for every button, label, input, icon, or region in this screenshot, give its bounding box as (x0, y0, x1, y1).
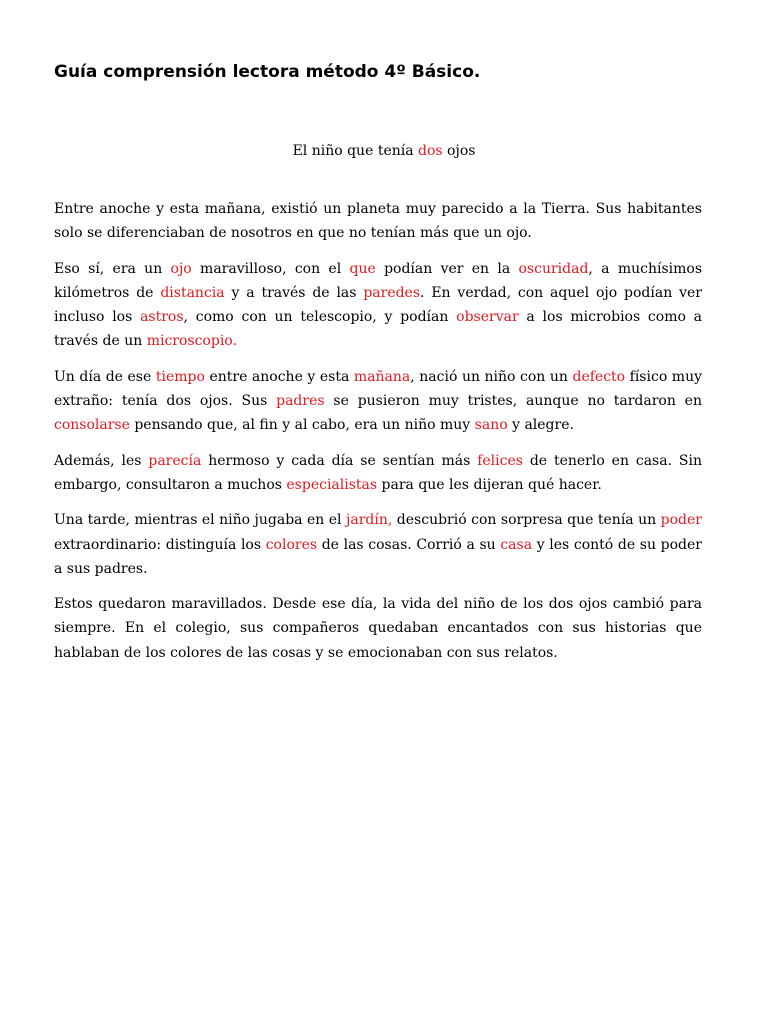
paragraph-text: podían ver en la (375, 260, 519, 277)
highlighted-word: felices (477, 452, 523, 469)
paragraph-text: Eso sí, era un (54, 260, 171, 277)
document-title: Guía comprensión lectora método 4º Básico. (54, 62, 481, 82)
paragraph-3 (54, 365, 702, 438)
highlighted-word: sano (474, 417, 508, 434)
paragraph-text: para que les dijeran qué hacer. (377, 476, 602, 493)
paragraph-text: de las cosas. Corrió a su (317, 536, 501, 553)
paragraph-text: Un día de ese (54, 368, 156, 385)
highlighted-word: tiempo (155, 368, 205, 385)
paragraph-text: descubrió con sorpresa que tenía un (392, 512, 661, 529)
highlighted-word: casa (500, 536, 533, 553)
paragraph-text: Una tarde, mientras el niño jugaba en el (54, 512, 347, 529)
highlighted-word: padres (276, 393, 325, 410)
highlighted-word: mañana (353, 368, 411, 385)
highlighted-word: ojo (170, 260, 192, 277)
highlighted-word: microscopio. (146, 333, 237, 350)
highlighted-word: distancia (160, 284, 225, 301)
highlighted-word: defecto (572, 368, 626, 385)
story-title-highlight: dos (418, 143, 443, 159)
paragraph-text: maravilloso, con el (191, 260, 350, 277)
paragraph-text: Estos quedaron maravillados. Desde ese día, la vida del niño de los dos ojos cambió para siempre. En el colegio, sus compañeros quedaban encantados con sus historias que hablaban de los colores de las cosas y se emocionaban con sus relatos. (54, 596, 702, 661)
paragraph-text: , como con un telescopio, y podían (183, 309, 457, 326)
highlighted-word: colores (265, 536, 318, 553)
highlighted-word: paredes (363, 284, 421, 301)
highlighted-word: parecía (148, 452, 202, 469)
paragraph-text: , nació un niño con un (410, 368, 573, 385)
highlighted-word: consolarse (54, 417, 130, 434)
paragraph-text: de tenerlo en casa. Sin embargo, consultaron a muchos (54, 452, 702, 493)
paragraph-text: hermoso y cada día se sentían más (201, 452, 478, 469)
paragraph-4 (54, 449, 702, 498)
highlighted-word: que (349, 260, 376, 277)
highlighted-word: jardín, (346, 512, 393, 529)
paragraph-text: y a través de las (224, 284, 364, 301)
paragraph-5 (54, 508, 702, 581)
story-title-text-end: ojos (442, 143, 476, 159)
paragraph-text: , a muchísimos kilómetros de (54, 260, 703, 301)
paragraph-text: se pusieron muy tristes, aunque no tardaron en (324, 393, 702, 410)
paragraph-text: a los microbios como a través de un (54, 309, 702, 350)
paragraph-text: entre anoche y esta (204, 368, 354, 385)
paragraph-text: y les contó de su poder a sus padres. (54, 536, 702, 577)
paragraph-text: y alegre. (507, 417, 574, 434)
highlighted-word: oscuridad (518, 260, 589, 277)
story-title (0, 143, 768, 159)
highlighted-word: especialistas (286, 476, 378, 493)
paragraph-1 (54, 197, 702, 246)
paragraph-text: Además, les (54, 452, 149, 469)
story-body (54, 197, 702, 676)
paragraph-text: . En verdad, con aquel ojo podían ver incluso los (54, 284, 702, 326)
paragraph-6 (54, 592, 702, 665)
story-title-text: El niño que tenía (292, 143, 419, 159)
highlighted-word: poder (660, 512, 702, 529)
paragraph-text: extraordinario: distinguía los (54, 536, 266, 553)
highlighted-word: observar (456, 309, 519, 326)
paragraph-text: Entre anoche y esta mañana, existió un planeta muy parecido a la Tierra. Sus habitantes solo se diferenciaban de nosotros en que no tenían más que un ojo. (54, 201, 702, 242)
paragraph-2 (54, 257, 702, 354)
paragraph-text: pensando que, al fin y al cabo, era un niño muy (129, 417, 475, 434)
highlighted-word: astros (140, 309, 184, 326)
paragraph-text: físico muy extraño: tenía dos ojos. Sus (54, 368, 703, 410)
